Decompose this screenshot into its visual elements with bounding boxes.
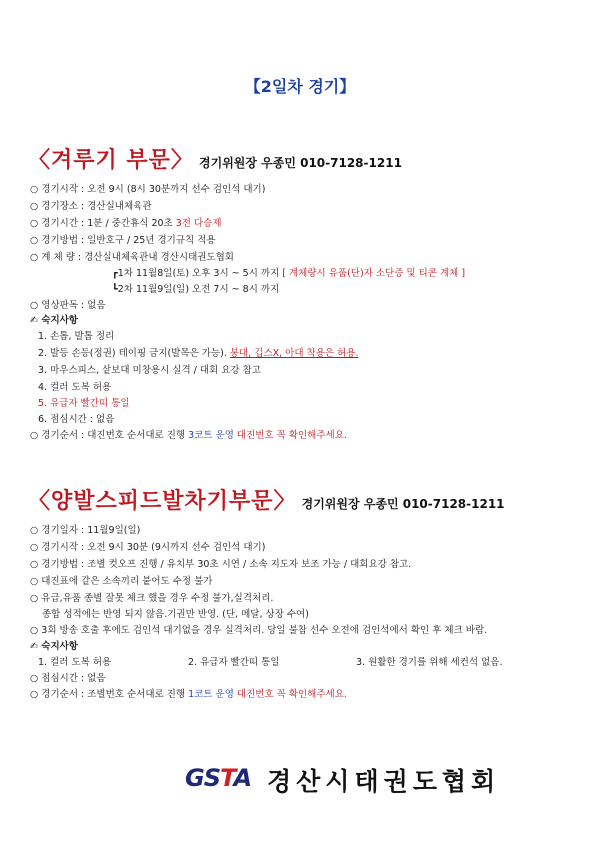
sec2-notes-header — [30, 638, 78, 652]
sec1-venue-line: ○ 경기장소 : 경산실내체육관 — [30, 201, 152, 212]
sec1-order-blue: 3코트 운영 — [188, 430, 234, 441]
sec1-note4: 4. 컬러 도복 허용 — [38, 382, 112, 393]
section1-header — [28, 143, 402, 174]
sec1-method-line: ○ 경기방법 : 일반호구 / 25년 경기규칙 적용 — [30, 235, 216, 246]
sec1-order-text: ○ 경기순서 : 대진번호 순서대로 진행 — [30, 430, 189, 441]
pencil-hand-icon: ✍ — [30, 641, 38, 652]
sec1-time-red: 3전 다승제 — [175, 218, 222, 229]
sec2-order-line — [30, 686, 347, 700]
sec1-note3: 3. 마우스피스, 샅보대 미창용시 실격 / 대회 요강 참고 — [38, 365, 261, 376]
section1-heading: 〈겨루기 부문〉 — [28, 148, 194, 173]
sec1-note1: 1. 손톱, 발톱 정리 — [38, 331, 115, 342]
association-name: 경산시태권도협회 — [267, 767, 501, 796]
sec1-time-text: ○ 경기시간 : 1분 / 중간휴식 20초 — [30, 218, 176, 229]
sec2-score-line: 종합 성적에는 반영 되지 않음.기권만 반영. (단, 메달, 상장 수여) — [42, 609, 309, 620]
sec2-start-line: ○ 경기시작 : 오전 9시 30분 (9시까지 선수 검인석 대기) — [30, 542, 266, 553]
sec1-start-line: ○ 경기시작 : 오전 9시 (8시 30분까지 선수 검인석 대기) — [30, 184, 266, 195]
sec1-weigh1-text: ┏1차 11월8일(토) 오후 3시 ~ 5시 까지 — [112, 268, 283, 279]
page-title: 【2일차 경기】 — [244, 77, 356, 96]
sec1-note2-text: 2. 발등 손등(정권) 테이핑 금지(발목은 가능). — [38, 348, 230, 359]
section2-header — [28, 484, 505, 515]
sec1-note5: 5. 유급자 빨간띠 통일 — [38, 398, 130, 409]
sec2-lunch-line: ○ 점심시간 : 없음 — [30, 673, 106, 684]
sec1-weigh1-red: [ 계체량시 유품(단)자 소단증 및 티콘 계체 ] — [282, 268, 466, 279]
sec2-order-blue: 1코트 운영 — [188, 689, 234, 700]
sec1-weigh2-line: ┗2차 11월9일(일) 오전 7시 ~ 8시 까지 — [112, 284, 280, 295]
sec2-date-line: ○ 경기일자 : 11월9일(일) — [30, 525, 141, 536]
sec1-weigh1-line — [112, 265, 465, 279]
sec1-order-red: 대진번호 꼭 확인해주세요. — [233, 430, 347, 441]
section2-manager: 경기위원장 우종민 010-7128-1211 — [301, 497, 505, 511]
gsta-logo-mark: GSTA — [185, 764, 252, 792]
sec2-category-line: ○ 유급,유품 종별 잘못 체크 했을 경우 수정 불가,실격처리. — [30, 593, 274, 604]
sec1-video-line: ○ 영상판독 : 없음 — [30, 300, 106, 311]
sec2-bracket-line: ○ 대진표에 같은 소속끼리 붙어도 수정 불가 — [30, 576, 213, 587]
sec1-notes-label: 숙지사항 — [41, 315, 78, 326]
sec1-note2 — [38, 345, 358, 359]
sec2-order-red: 대진번호 꼭 확인해주세요. — [233, 689, 347, 700]
section1-manager: 경기위원장 우종민 010-7128-1211 — [199, 156, 402, 170]
pencil-hand-icon: ✍ — [30, 315, 38, 326]
sec1-time-line — [30, 215, 222, 229]
sec2-note2: 2. 유급자 빨간띠 통일 — [188, 657, 280, 668]
sec2-order-text: ○ 경기순서 : 조별번호 순서대로 진행 — [30, 689, 189, 700]
sec1-note6: 6. 점심시간 : 없음 — [38, 414, 115, 425]
sec1-weigh-line: ○ 계 체 량 : 경산실내체육관내 경산시태권도협회 — [30, 252, 234, 263]
sec2-call-line: ○ 3회 방송 호출 후에도 검인석 대기없을 경우 실격처리. 당일 불참 선수 오전에 검인석에서 확인 후 체크 바람. — [30, 625, 488, 636]
sec2-method-line: ○ 경기방법 : 조별 컷오프 진행 / 유치부 30초 시연 / 소속 지도자 보조 가능 / 대회요강 참고. — [30, 559, 412, 570]
sec2-note1: 1. 컬러 도복 허용 — [38, 657, 112, 668]
sec2-notes-label: 숙지사항 — [41, 641, 78, 652]
sec2-note3: 3. 원활한 경기를 위해 세컨석 없음. — [356, 657, 503, 668]
sec1-order-line — [30, 427, 347, 441]
sec1-notes-header — [30, 312, 78, 326]
section2-heading: 〈양발스피드발차기부문〉 — [28, 489, 297, 514]
sec1-note2-red: 붕대, 깁스X, 아대 착용은 허용. — [229, 348, 359, 359]
